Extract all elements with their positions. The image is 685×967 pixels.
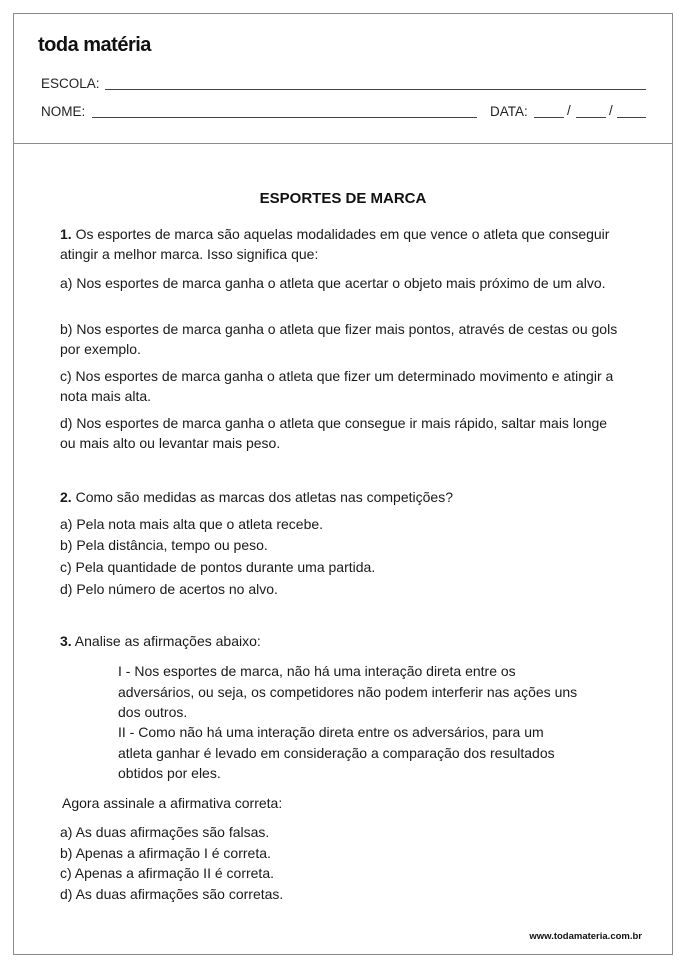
worksheet-frame (13, 13, 673, 955)
question-text: Analise as afirmações abaixo: (71, 633, 261, 649)
question-number: 1. (60, 226, 72, 242)
data-label: DATA: (490, 104, 528, 119)
question-text: Os esportes de marca são aquelas modalidades em que vence o atleta que conseguir atingir a melhor marca. Isso significa que: (60, 226, 610, 262)
q3-statement-1: I - Nos esportes de marca, não há uma interação direta entre os adversários, ou seja, os competidores não podem interferir nas ações uns dos outros. (118, 663, 578, 720)
q1-option-d[interactable]: d) Nos esportes de marca ganha o atleta que consegue ir mais rápido, saltar mais longe ou mais alto ou levantar mais peso. (60, 415, 608, 451)
q2-option-b[interactable]: b) Pela distância, tempo ou peso. (60, 537, 268, 553)
nome-line[interactable] (92, 117, 477, 118)
question-number: 3. (60, 633, 72, 649)
q1-option-b[interactable]: b) Nos esportes de marca ganha o atleta que fizer mais pontos, através de cestas ou gols por exemplo. (60, 321, 618, 357)
footer-website[interactable]: www.todamateria.com.br (529, 931, 642, 942)
question-text: Como são medidas as marcas dos atletas nas competições? (71, 489, 453, 505)
question-1 (60, 224, 620, 264)
escola-label: ESCOLA: (41, 76, 100, 91)
worksheet-title: ESPORTES DE MARCA (259, 190, 427, 207)
question-3 (60, 631, 620, 651)
date-slash: / (567, 103, 571, 118)
q2-option-d[interactable]: d) Pelo número de acertos no alvo. (60, 581, 278, 597)
q3-prompt: Agora assinale a afirmativa correta: (62, 795, 283, 811)
question-number: 2. (60, 489, 72, 505)
date-day-line[interactable] (534, 117, 564, 118)
q3-option-b[interactable]: b) Apenas a afirmação I é correta. (60, 845, 271, 861)
question-2 (60, 487, 620, 507)
date-month-line[interactable] (576, 117, 606, 118)
logo: toda matéria (38, 34, 151, 56)
nome-label: NOME: (41, 104, 86, 119)
date-slash: / (609, 103, 613, 118)
q3-statement-2: II - Como não há uma interação direta entre os adversários, para um atleta ganhar é levado em consideração a comparação dos resultados obtidos por eles. (118, 724, 555, 781)
q1-option-a[interactable]: a) Nos esportes de marca ganha o atleta que acertar o objeto mais próximo de um alvo. (60, 275, 606, 291)
date-year-line[interactable] (617, 117, 646, 118)
escola-line[interactable] (105, 89, 646, 90)
q3-option-d[interactable]: d) As duas afirmações são corretas. (60, 886, 284, 902)
q2-option-a[interactable]: a) Pela nota mais alta que o atleta recebe. (60, 516, 324, 532)
q3-option-a[interactable]: a) As duas afirmações são falsas. (60, 824, 270, 840)
q2-option-c[interactable]: c) Pela quantidade de pontos durante uma partida. (60, 559, 376, 575)
q3-option-c[interactable]: c) Apenas a afirmação II é correta. (60, 865, 274, 881)
q1-option-c[interactable]: c) Nos esportes de marca ganha o atleta que fizer um determinado movimento e atingir a nota mais alta. (60, 368, 614, 404)
worksheet-header (14, 14, 672, 144)
